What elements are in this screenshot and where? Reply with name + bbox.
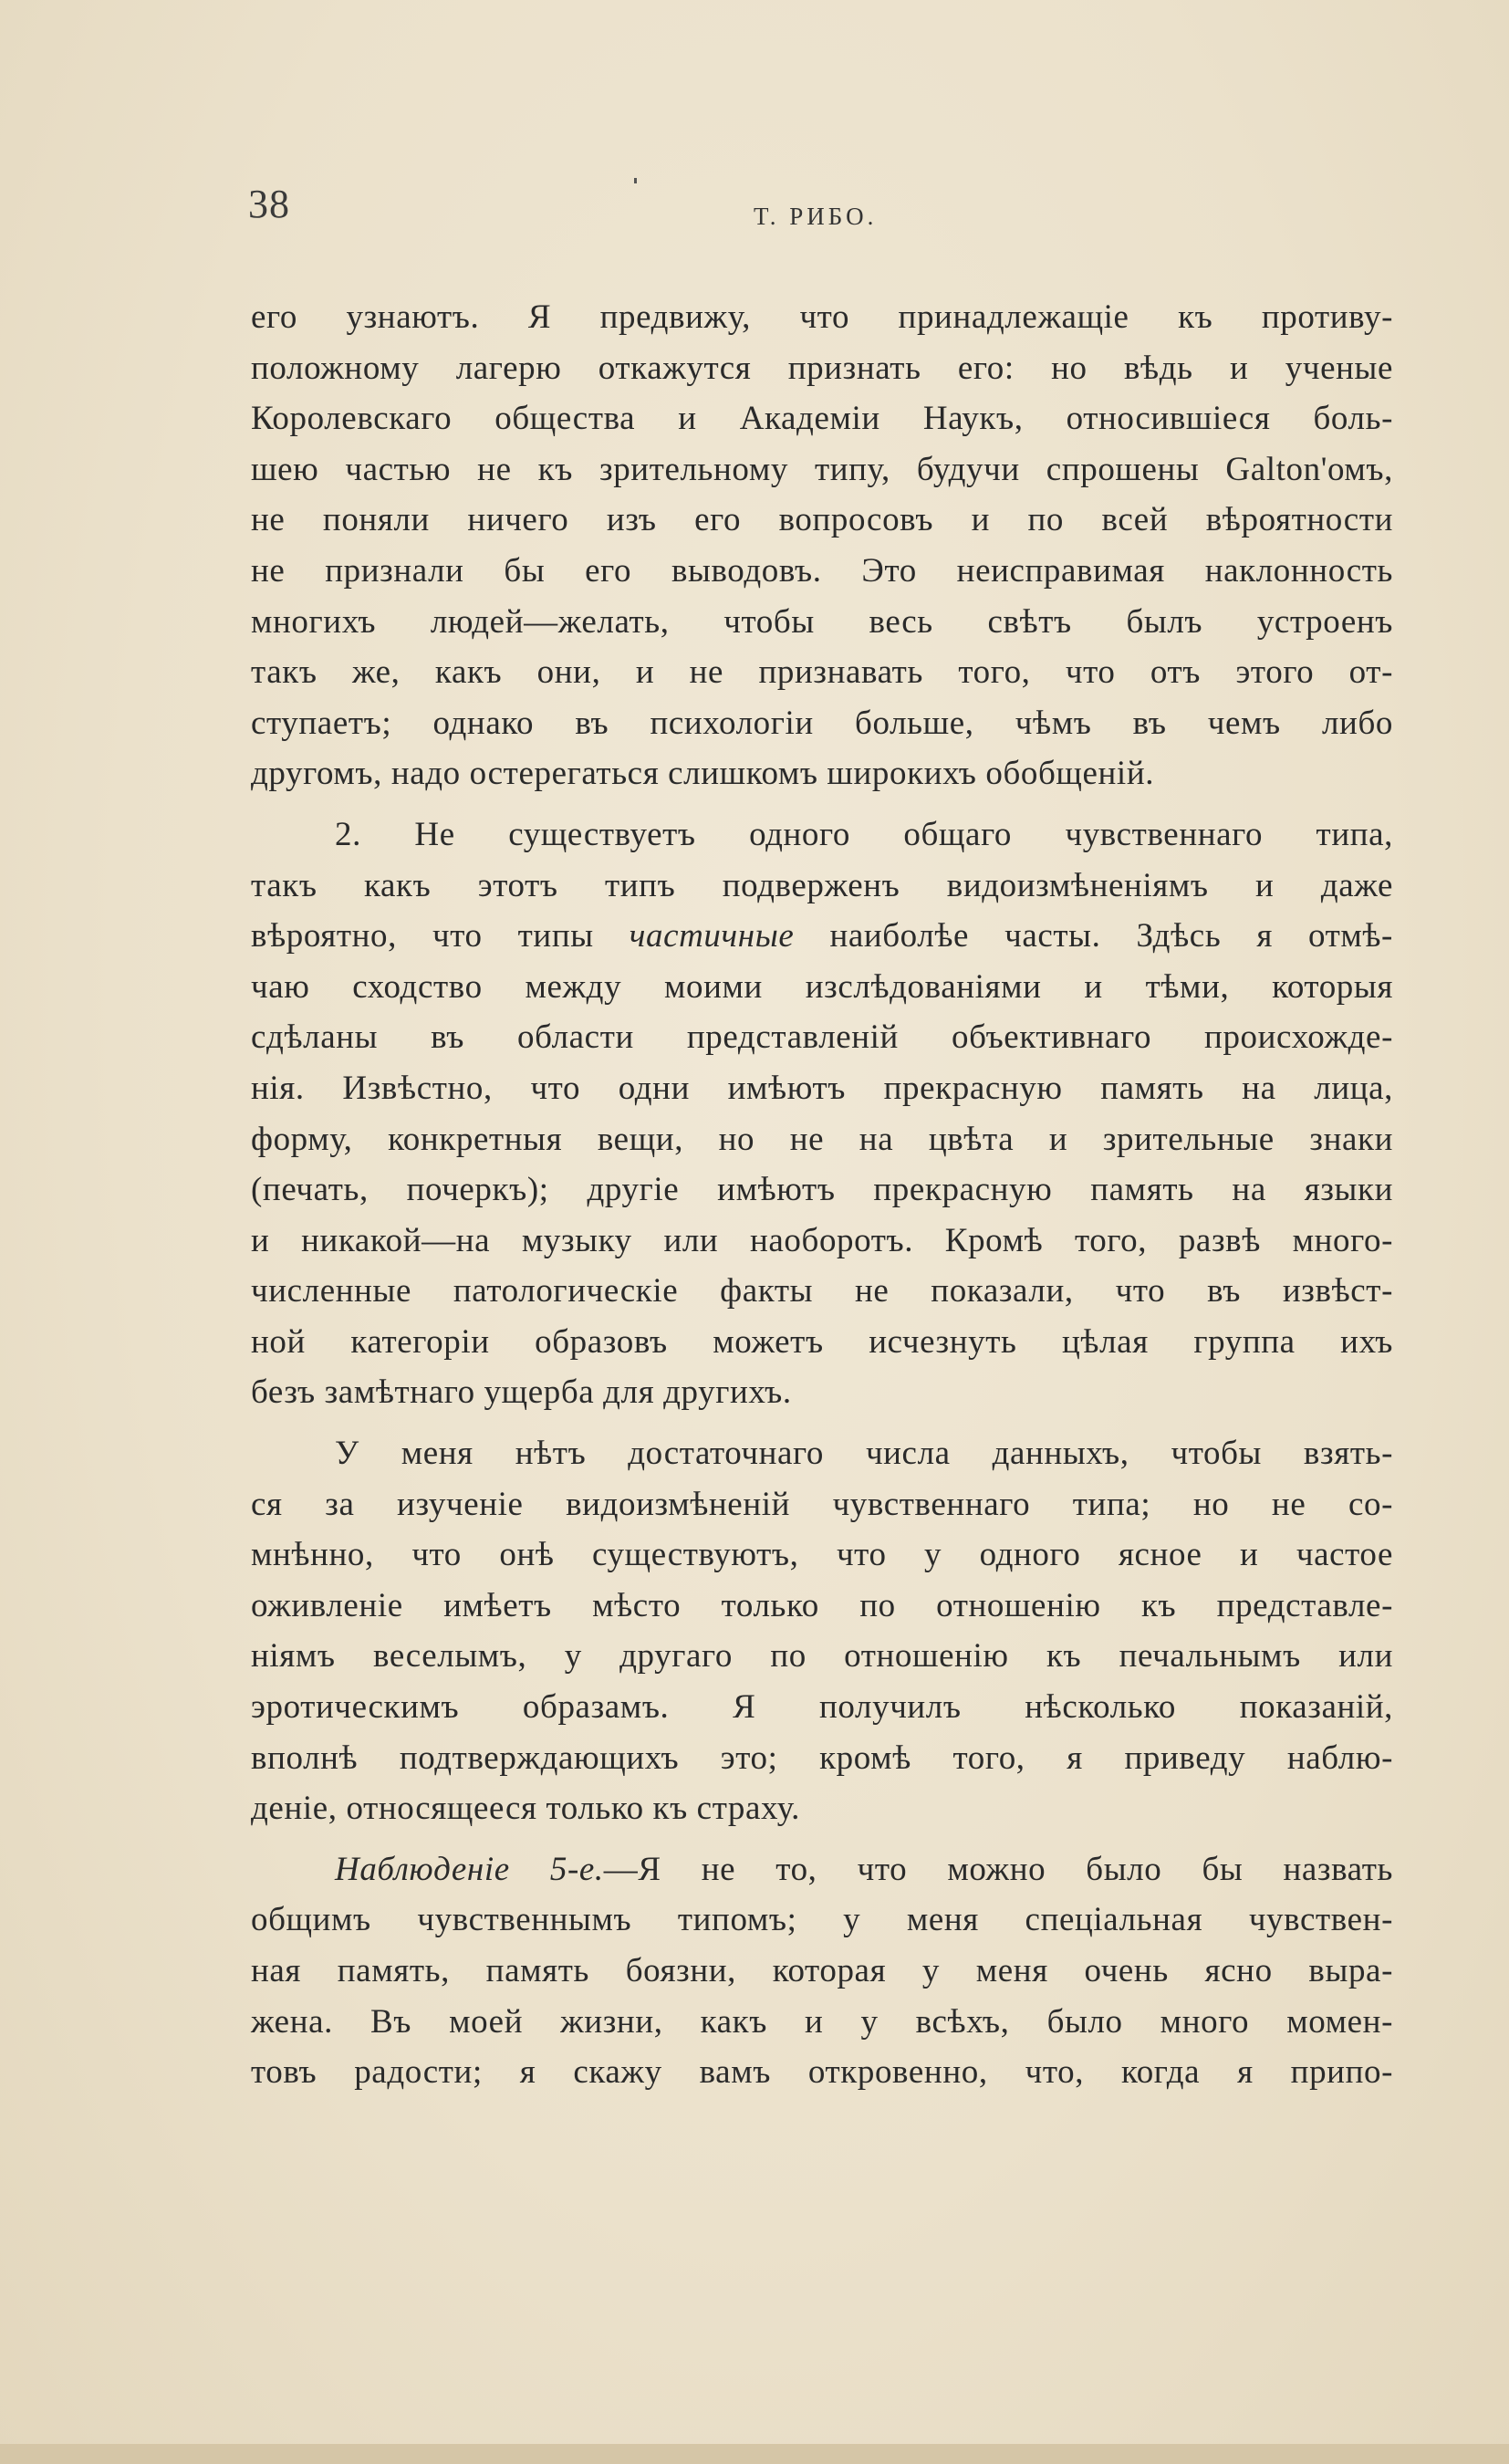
text-line: общимъ чувственнымъ типомъ; у меня спеціальная чувствен-	[251, 1901, 1393, 1939]
text-line: мнѣнно, что онѣ существуютъ, что у одного ясное и частое	[251, 1536, 1393, 1574]
text-line: такъ же, какъ они, и не признавать того, что отъ этого от-	[251, 653, 1393, 692]
text-line: (печать, почеркъ); другіе имѣютъ прекрасную память на языки	[251, 1171, 1393, 1209]
paragraph-3	[251, 1428, 1393, 1834]
body-text	[251, 292, 1393, 2098]
text-line: нія. Извѣстно, что одни имѣютъ прекрасную память на лица,	[251, 1069, 1393, 1107]
observation-heading-line	[251, 1844, 1393, 1895]
text-line: деніе, относящееся только къ страху.	[251, 1790, 800, 1828]
text-line: ся за изученіе видоизмѣненій чувственнаго типа; но не со-	[251, 1485, 1393, 1523]
text-fragment: наиболѣе часты. Здѣсь я отмѣ-	[829, 917, 1393, 955]
text-line: вполнѣ подтверждающихъ это; кромѣ того, я приведу наблю-	[251, 1738, 1393, 1777]
text-line: оживленіе имѣетъ мѣсто только по отношенію къ представле-	[251, 1586, 1393, 1624]
text-fragment: —Я не то, что можно было бы назвать	[603, 1850, 1393, 1888]
paragraph-2	[251, 809, 1393, 1418]
text-line: его узнаютъ. Я предвижу, что принадлежащіе къ противу-	[251, 298, 1393, 336]
text-line: Королевскаго общества и Академіи Наукъ, относившіеся боль-	[251, 400, 1393, 438]
text-line: сдѣланы въ области представленій объективнаго происхожде-	[251, 1018, 1393, 1057]
text-line: форму, конкретныя вещи, но не на цвѣта и зрительные знаки	[251, 1120, 1393, 1158]
text-line: ная память, память боязни, которая у меня очень ясно выра-	[251, 1952, 1393, 1989]
paragraph-1	[251, 292, 1393, 799]
text-line: не поняли ничего изъ его вопросовъ и по всей вѣроятности	[251, 501, 1393, 539]
text-line: эротическимъ образамъ. Я получилъ нѣсколько показаній,	[251, 1688, 1393, 1727]
text-fragment: вѣроятно, что типы	[251, 917, 594, 955]
paragraph-4	[251, 1844, 1393, 2098]
text-line: 2. Не существуетъ одного общаго чувственнаго типа,	[335, 815, 1393, 853]
text-line: ной категоріи образовъ можетъ исчезнуть цѣлая группа ихъ	[251, 1322, 1393, 1361]
observation-title: Наблюденіе 5-е.	[335, 1850, 604, 1888]
text-line: товъ радости; я скажу вамъ откровенно, что, когда я припо-	[251, 2053, 1393, 2092]
text-line: жена. Въ моей жизни, какъ и у всѣхъ, было много момен-	[251, 2002, 1393, 2041]
text-line: безъ замѣтнаго ущерба для другихъ.	[251, 1373, 792, 1412]
page-number: 38	[248, 182, 290, 226]
page-edge	[0, 2444, 1509, 2464]
text-line: чаю сходство между моими изслѣдованіями и тѣми, которыя	[251, 967, 1393, 1006]
text-line: шею частью не къ зрительному типу, будучи спрошены Galton'омъ,	[251, 450, 1393, 488]
running-title: Т. РИБО.	[754, 203, 878, 230]
italic-term: частичные	[629, 917, 795, 955]
print-mark	[634, 178, 637, 183]
text-line: положному лагерю откажутся признать его: но вѣдь и ученые	[251, 349, 1393, 387]
text-line-with-italic	[251, 911, 1393, 962]
text-line: ніямъ веселымъ, у другаго по отношенію къ печальнымъ или	[251, 1637, 1393, 1676]
text-line: другомъ, надо остерегаться слишкомъ широкихъ обобщеній.	[251, 755, 1155, 793]
text-line: численные патологическіе факты не показали, что въ извѣст-	[251, 1272, 1393, 1310]
text-line: и никакой—на музыку или наоборотъ. Кромѣ того, развѣ много-	[251, 1221, 1393, 1259]
text-line: не признали бы его выводовъ. Это неисправимая наклонность	[251, 551, 1393, 590]
text-line: такъ какъ этотъ типъ подверженъ видоизмѣненіямъ и даже	[251, 866, 1393, 904]
text-line: многихъ людей—желать, чтобы весь свѣтъ былъ устроенъ	[251, 602, 1393, 641]
text-line: У меня нѣтъ достаточнаго числа данныхъ, чтобы взять-	[335, 1435, 1393, 1473]
text-line: ступаетъ; однако въ психологіи больше, чѣмъ въ чемъ либо	[251, 704, 1393, 742]
